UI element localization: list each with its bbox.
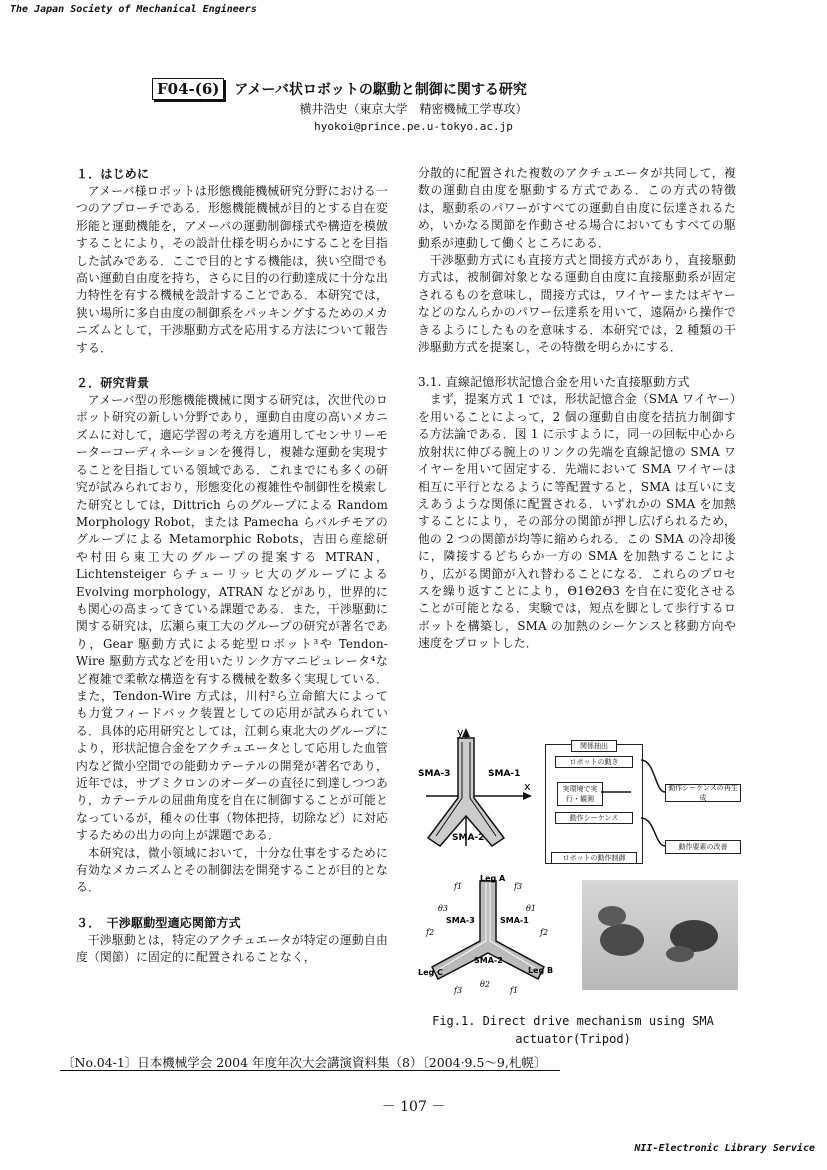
flow-box-control: ロボットの動作制御 (551, 852, 637, 864)
theta1-label: θ1 (526, 904, 536, 913)
title-row (152, 76, 527, 102)
conference-info: 〔No.04-1〕日本機械学会 2004 年度年次大会講演資料集（8）〔2004·9.5～9,札幌〕 (62, 1055, 547, 1070)
nii-footer: NII-Electronic Library Service (634, 1143, 815, 1154)
section-3-1-paragraph: まず，提案方式 1 では，形状記憶合金（SMA ワイヤー）を用いることによって，2 個の運動自由度を拮抗力制御する方法論である．図 1 に示すように，同一の回転中心から放射状に伸びる腕上のリンクの先端を直線記憶の SMA ワイヤーを用いて固定する．先端において SMA ワイヤーは相互に平行となるように等配置すると，SMA は互いに支えあうような関係に配置される．いずれかの SMA を加熱することにより，その部分の関節が押し広げられるため，他の 2 つの関節が均等に縮められる．この SMA の冷却後に，隣接するどちらか一方の SMA を加熱することにより，広がる関節が入れ替わることになる．これらのプロセスを繰り返すことにより，Θ1Θ2Θ3 を自在に変化させることが可能となる．実験では，短点を脚として歩行するロボットを構築し，SMA の加熱のシーケンスと移動方向や速度をプロットした． (418, 392, 736, 651)
paper-title: アメーバ状ロボットの駆動と制御に関する研究 (234, 82, 527, 98)
leg-sma1-label: SMA-1 (500, 916, 529, 925)
flow-arrows (545, 740, 745, 870)
force-f2b-label: f2 (540, 928, 549, 937)
caption-line-2: actuator(Tripod) (515, 1032, 631, 1046)
section-2-heading: ２．研究背景 (76, 376, 150, 391)
leg-mechanism-diagram (418, 875, 568, 1000)
society-header: The Japan Society of Mechanical Engineers (10, 4, 257, 15)
caption-line-1: Fig.1. Direct drive mechanism using SMA (432, 1014, 714, 1028)
right-paragraph-1: 分散的に配置された複数のアクチュエータが共同して，複数の運動自由度を駆動する方式である．この方式の特徴は，駆動系のパワーがすべての運動自由度に伝達されるため，いかなる関節を作動させる場合においてもすべての駆動系が連動して働くところにある． (418, 166, 736, 250)
author-line: 横井浩史（東京大学 精密機械工学専攻） (299, 102, 528, 116)
section-1-heading: １．はじめに (76, 167, 150, 181)
leg-b-label: Leg B (528, 966, 554, 975)
footer-rule (60, 1070, 560, 1071)
tripod-diagram (418, 728, 543, 858)
theta3-label: θ3 (438, 904, 448, 913)
leg-sma2-label: SMA-2 (474, 956, 503, 965)
section-3-paragraph: 干渉駆動とは，特定のアクチュエータが特定の運動自由度（関節）に固定的に配置されることなく， (76, 932, 388, 965)
page-number: － 107 － (381, 1099, 446, 1115)
x-axis-label: x (524, 780, 531, 793)
section-3-1-heading: 3.1. 直線記憶形状記憶合金を用いた直接駆動方式 (418, 375, 690, 390)
leg-c-label: Leg C (418, 968, 443, 977)
right-paragraph-2: 干渉駆動方式にも直接方式と間接方式があり，直接駆動方式は，被制御対象となる運動自由度に直接駆動系が固定されるものを意味し，間接方式は，ワイヤーまたはギヤーなどのなんらかのパワー伝達系を用いて，遠隔から操作できるようにしたものを意味する．本研究では，2 種類の干渉駆動方式を提案し，その特徴を明らかにする． (418, 253, 736, 355)
flow-box-regenerate: 動作シーケンスの再生成 (665, 784, 741, 802)
leg-a-label: Leg A (480, 875, 506, 883)
flow-box-observe: 実環境で実行・観測 (557, 782, 603, 806)
author-email: hyokoi@prince.pe.u-tokyo.ac.jp (314, 120, 513, 133)
section-2-paragraph-1: アメーバ型の形態機能機械に関する研究は，次世代のロボット研究の新しい分野であり，運動自由度の高いメカニズムに対して，適応学習の考え方を適用してセンサリーモーターコーディネーションを獲得し，複雑な運動を実現することを目指している領域である．これまでにも多くの研究が試みられており，形態変化の複雑性や制御性を模索した研究としては，Dittrich らのグループによる Random Morphology Robot，または Pamecha らバルチモアのグループによる Metamorphic Robots，吉田ら産総研や村田ら東工大のグループの提案する MTRAN，Lichtensteiger らチューリッヒ大のグループによる Evolving morphology，ATRAN などがあり，世界的にも関心の高まってきている課題である．また，干渉駆動に関する研究は，広瀬ら東工大のグループの研究が著名であり，Gear 駆動方式による蛇型ロボット³や Tendon-Wire 駆動方式などを用いたリンク方マニピュレータ⁴など複雑で柔軟な構造を有する機械を数多く実現している．また，Tendon-Wire 方式は，川村²ら立命館大によっても力覚フィードバック装置としての応用が試みられている．具体的応用研究としては，江刺ら東北大のグループにより，形状記憶合金をアクチュエータとして応用した血管内など微小空間での能動カテーテルの開発が著名であり，近年では，サブミクロンのオーダーの直径に到達しつつあり，カテーテルの屈曲角度を自在に制御することが可能となっているが，種々の仕事（物体把持，切除など）に対応するための出力の向上が課題である． (76, 393, 388, 843)
flow-box-improve: 動作要素の改善 (665, 840, 741, 854)
flow-box-sequence: 動作シーケンス (555, 812, 633, 824)
control-flowchart (545, 740, 745, 870)
right-column (418, 165, 736, 653)
session-code: F04-(6) (152, 78, 224, 100)
y-axis-label: y (457, 728, 464, 739)
section-1-paragraph: アメーバ様ロボットは形態機能機械研究分野における一つのアプローチである．形態機能機械が目的とする自在変形能と運動機能を，アメーバの運動制御様式や構造を模倣することにより，その設計仕様を明らかにすることを目指した試みである．ここで目的とする機能は，狭い空間でも高い運動自由度を持ち，さらに目的の行動達成に十分な出力特性を有する機械を設計することである．本研究では，狭い場所に多自由度の制御系をパッキングするためのメカニズムとして，干渉駆動方式を応用する方法について報告する． (76, 184, 388, 355)
leg-sma3-label: SMA-3 (446, 916, 475, 925)
force-f3b-label: f3 (454, 986, 463, 995)
robot-photo (582, 880, 738, 990)
force-f1-label: f1 (454, 882, 463, 891)
force-f1b-label: f1 (510, 986, 519, 995)
sma1-label: SMA-1 (488, 769, 521, 779)
force-f3-label: f3 (514, 882, 523, 891)
theta2-label: θ2 (480, 980, 490, 989)
robot-photo-shapes (582, 880, 738, 990)
sma2-label: SMA-2 (452, 833, 485, 843)
sma3-label: SMA-3 (418, 769, 451, 779)
section-3-heading: ３． 干渉駆動型適応関節方式 (76, 915, 241, 930)
flow-box-extract: 関係抽出 (571, 740, 617, 752)
figure-caption (418, 1012, 728, 1048)
section-2-paragraph-2: 本研究は，微小領域において，十分な仕事をするために有効なメカニズムとその制御法を開発することが目的となる． (76, 845, 388, 895)
left-column (76, 165, 388, 967)
flow-box-motion: ロボットの動き (555, 756, 633, 768)
force-f2-label: f2 (426, 928, 435, 937)
